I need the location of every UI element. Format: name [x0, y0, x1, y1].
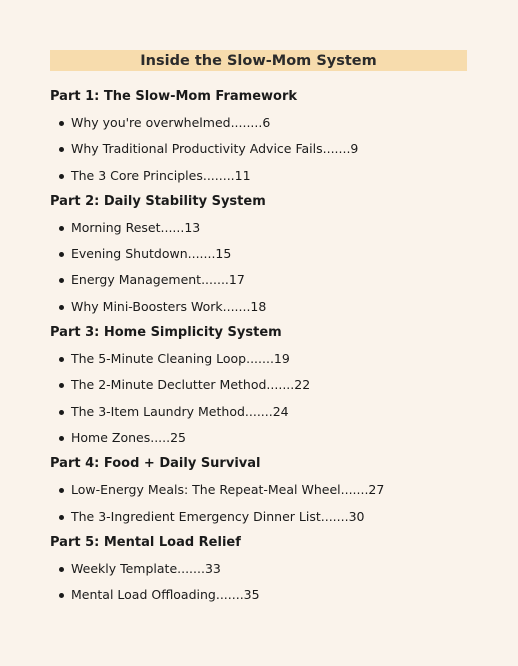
list-item	[50, 399, 490, 425]
list-item	[50, 136, 490, 162]
bullet-icon	[59, 147, 64, 152]
list-item-text: Morning Reset......13	[71, 219, 201, 235]
part-heading: Part 4: Food + Daily Survival	[50, 456, 261, 472]
bullet-icon	[59, 226, 64, 231]
list-item-text: Why Traditional Productivity Advice Fails.......9	[71, 141, 359, 157]
list-item-text: Low-Energy Meals: The Repeat-Meal Wheel.......27	[71, 482, 385, 498]
bullet-icon	[59, 383, 64, 388]
bullet-icon	[59, 515, 64, 520]
part-3-section	[50, 320, 490, 451]
bullet-icon	[59, 593, 64, 598]
bullet-icon	[59, 174, 64, 179]
list-item	[50, 267, 490, 293]
bullet-icon	[59, 567, 64, 572]
list-item	[50, 504, 490, 530]
list-item	[50, 346, 490, 372]
part-heading: Part 1: The Slow-Mom Framework	[50, 89, 298, 104]
part-5-section	[50, 530, 490, 609]
list-item-text: Why you're overwhelmed........6	[71, 115, 271, 130]
list-item	[50, 477, 490, 503]
bullet-icon	[59, 488, 64, 493]
list-item-text: Weekly Template.......33	[71, 560, 221, 576]
part-1-list	[50, 110, 490, 189]
part-2-list	[50, 215, 490, 320]
list-item	[50, 163, 490, 189]
bullet-icon	[59, 436, 64, 441]
list-item	[50, 110, 490, 136]
list-item-text: The 2-Minute Declutter Method.......22	[71, 377, 311, 393]
list-item	[50, 425, 490, 451]
part-5-list	[50, 556, 490, 609]
list-item	[50, 241, 490, 267]
list-item-text: Home Zones.....25	[71, 429, 186, 445]
part-4-section	[50, 451, 490, 530]
table-of-contents	[50, 84, 490, 608]
part-1-section	[50, 84, 490, 189]
list-item-text: The 3-Ingredient Emergency Dinner List.......30	[71, 508, 365, 524]
part-4-list	[50, 477, 490, 530]
bullet-icon	[59, 357, 64, 362]
list-item	[50, 372, 490, 398]
bullet-icon	[59, 278, 64, 283]
part-heading: Part 5: Mental Load Relief	[50, 534, 241, 550]
list-item-text: Evening Shutdown.......15	[71, 246, 232, 262]
list-item-text: The 3 Core Principles........11	[71, 167, 251, 183]
part-heading: Part 2: Daily Stability System	[50, 193, 266, 209]
list-item-text: Mental Load Offloading.......35	[71, 587, 260, 603]
part-3-list	[50, 346, 490, 451]
list-item	[50, 215, 490, 241]
list-item-text: Why Mini-Boosters Work.......18	[71, 298, 267, 314]
list-item	[50, 582, 490, 608]
part-heading: Part 3: Home Simplicity System	[50, 325, 282, 341]
list-item	[50, 294, 490, 320]
bullet-icon	[59, 410, 64, 415]
list-item-text: The 3-Item Laundry Method.......24	[71, 403, 289, 419]
part-2-section	[50, 189, 490, 320]
list-item	[50, 556, 490, 582]
list-item-text: The 5-Minute Cleaning Loop.......19	[71, 351, 290, 367]
list-item-text: Energy Management.......17	[71, 272, 245, 288]
bullet-icon	[59, 121, 64, 126]
bullet-icon	[59, 252, 64, 257]
page-title: Inside the Slow-Mom System	[50, 50, 467, 71]
bullet-icon	[59, 305, 64, 310]
